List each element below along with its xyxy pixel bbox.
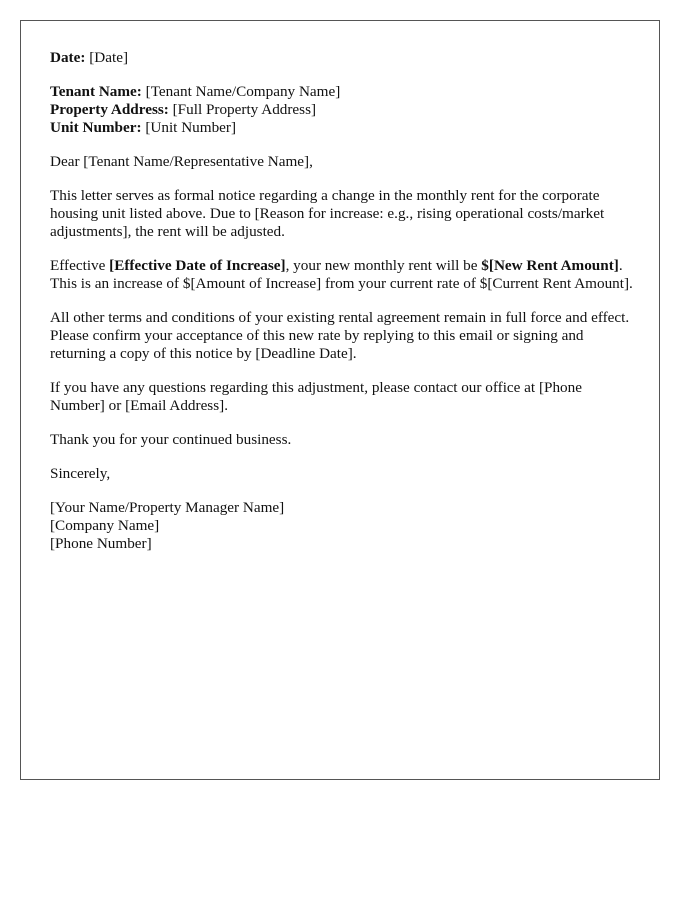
date-line [50,49,635,67]
tenant-info-block [50,83,635,137]
effective-date: [Effective Date of Increase] [109,257,286,274]
property-address-label: Property Address: [50,101,169,118]
unit-number-label: Unit Number: [50,119,142,136]
property-address-line [50,101,635,119]
signature-company: [Company Name] [50,517,160,534]
date-block [50,49,635,67]
closing: Sincerely, [50,465,111,482]
date-label: Date: [50,49,86,66]
thanks-paragraph: Thank you for your continued business. [50,431,292,448]
salutation: Dear [Tenant Name/Representative Name], [50,153,313,170]
rent-change-prefix: Effective [50,257,110,274]
tenant-name-label: Tenant Name: [50,83,142,100]
contact-paragraph: If you have any questions regarding this adjustment, please contact our office at [Phone Number] or [Email Address]. [50,379,582,414]
signature-block [50,499,635,553]
signature-name: [Your Name/Property Manager Name] [50,499,285,516]
notice-paragraph: This letter serves as formal notice regarding a change in the monthly rent for the corporate housing unit listed above. Due to [Reason for increase: e.g., rising operational costs/market adjustments], the rent will be adjusted. [50,187,605,240]
signature-phone: [Phone Number] [50,535,152,552]
letter-page [20,20,660,780]
date-value: [Date] [89,49,129,66]
unit-number-value: [Unit Number] [145,119,237,136]
tenant-name-line [50,83,635,101]
new-rent-amount: $[New Rent Amount] [481,257,619,274]
unit-number-line [50,119,635,137]
terms-paragraph: All other terms and conditions of your existing rental agreement remain in full force and effect. Please confirm your acceptance of this new rate by replying to this email or signing and returning a copy of this notice by [Deadline Date]. [50,309,630,362]
rent-change-paragraph [50,257,635,293]
letter-content [50,49,635,569]
property-address-value: [Full Property Address] [172,101,317,118]
tenant-name-value: [Tenant Name/Company Name] [145,83,341,100]
rent-change-middle: , your new monthly rent will be [285,257,482,274]
rent-change-suffix: . This is an increase of $[Amount of Increase] from your current rate of $[Current Rent Amount]. [50,257,633,292]
